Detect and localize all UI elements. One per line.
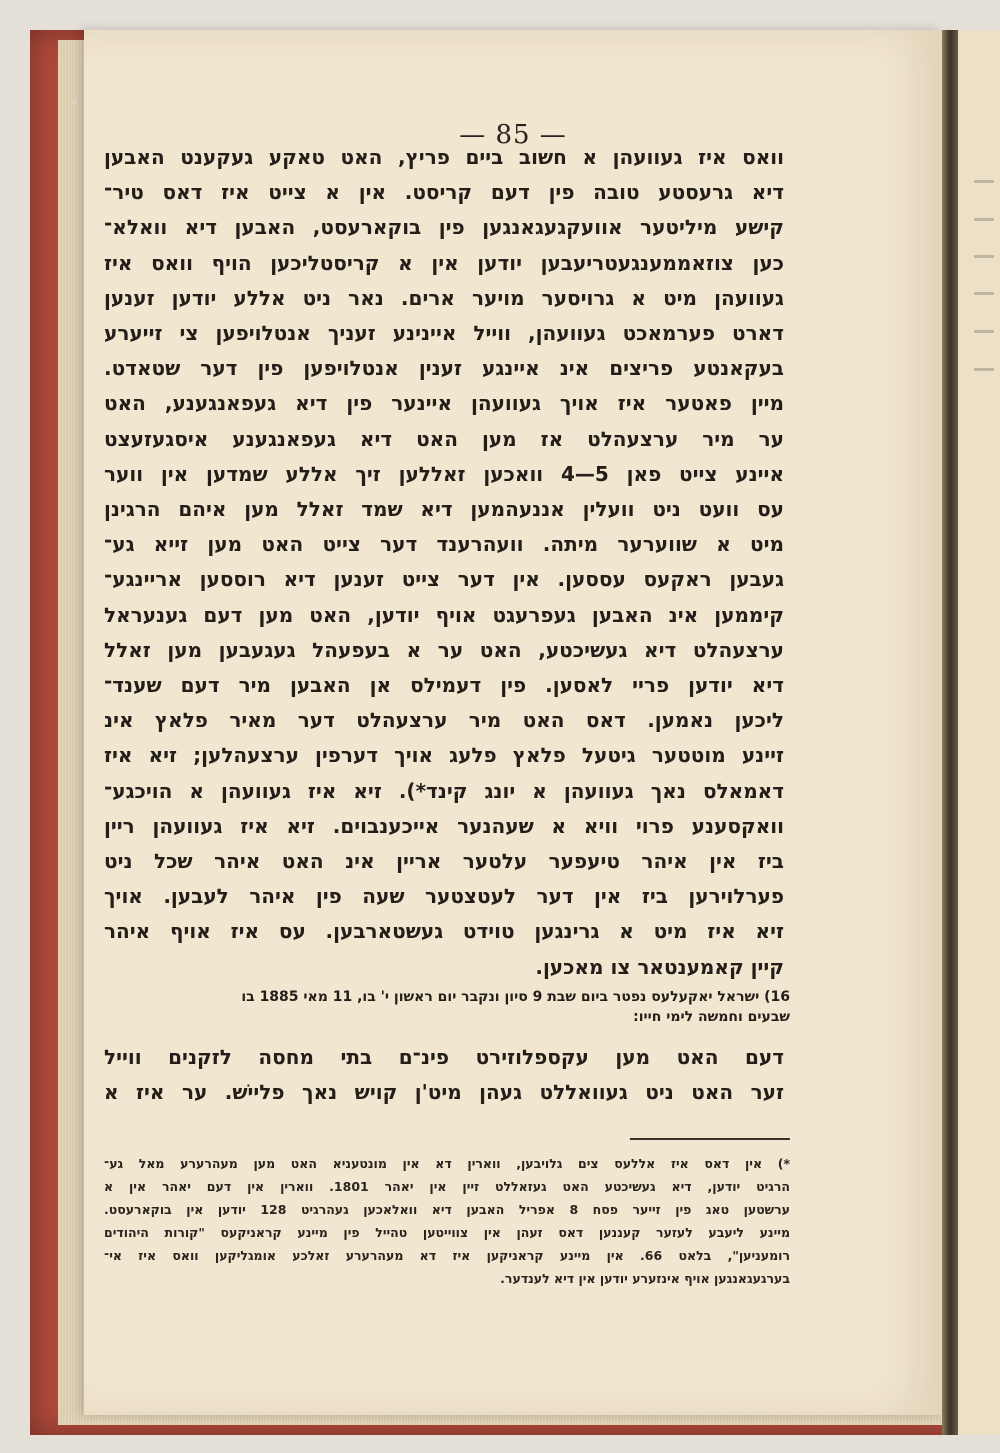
footnote-line: מיינע ליעבע לעזער קעננען דאס זעהן אין צווייטען טהייל פין מיינע קראניקעס "קורות היהודים (104, 1225, 790, 1240)
text-line: זיינע מוטטער גיטעל פלאץ פלעג אויך דערפין ערצעהלען; זיא איז (104, 743, 784, 768)
footnote-line: ערשטען טאג פין זייער פסח 8 אפריל האבען דיא וואלאכען געהרגיט 128 יודען אין בוקארעסט. (104, 1202, 790, 1217)
note-line: שבעים וחמשה לימי חייו: (633, 1009, 790, 1025)
bleed-mark (974, 255, 994, 258)
text-line: ער מיר ערצעהלט אז מען האט דיא געפאנגענע איסגעזעצט (104, 426, 784, 451)
text-line: קיין קאמענטאר צו מאכען. (535, 954, 784, 979)
text-line: מיט א שווערער מיתה. וועהרענד דער צייט האט מען זייא גע־ (104, 532, 784, 557)
text-line: זיא איז מיט א גרינגען טוידט געשטארבען. עס איז אויף איהר (104, 919, 784, 944)
text-line: קיממען אינ האבען געפרעגט אויף יודען, האט מען דעם גענעראל (104, 602, 784, 627)
bleed-mark (974, 330, 994, 333)
facing-page-edge (958, 30, 1000, 1435)
text-line: כען צוזאממענגעטריעבען יודען אין א קריסטליכען הויף וואס איז (104, 250, 784, 275)
bleed-mark (974, 368, 994, 371)
footnote-rule (630, 1138, 790, 1140)
text-line: געוועהן מיט א גרויסער מויער ארים. נאר ניט אללע יודען זענען (104, 285, 784, 310)
text-line: געבען ראקעס עססען. אין דער צייט זענען דיא רוססען אריינגע־ (104, 567, 784, 592)
footnote-line: רומעניען", בלאט 66. אין מיינע קראניקען איז דא מעהרערע זאלכע אומגליקען וואס איז אי־ (104, 1248, 790, 1263)
text-line: דעם האט מען עקספלוזירט פינ־ם בתי מחסה לזקנים ווייל (104, 1045, 784, 1069)
footnote-line: *) אין דאס איז אללעס צים גלויבען, ווארין דא אין מונטעניא האט מען מעהרערע מאל גע־ (104, 1156, 790, 1171)
text-line: דארט פערמאכט געוועהן, ווייל איינינע זעניך אנטלויפען צי זייערע (104, 321, 784, 346)
text-line: וואס איז געוועהן א חשוב ביים פריץ, האט טאקע געקענט האבען (104, 145, 784, 169)
bleed-mark (974, 292, 994, 295)
text-line: ערצעהלט דיא געשיכטע, האט ער א בעפעהל געגעבען מען זאלל (104, 637, 784, 662)
text-line: מיין פאטער איז אויך געוועהן איינער פין דיא געפאנגענע, האט (104, 391, 784, 416)
text-line: קישע מיליטער אוועקגעגאנגען פין בוקארעסט, האבען דיא וואלא־ (104, 215, 784, 240)
bleed-mark (974, 180, 994, 183)
text-line: זער האט ניט געוואללט געהן מיט'ן קויש נאך פליישׁ. ער איז א (104, 1080, 784, 1104)
footnote-line: בערגעגאנגען אויף אינזערע יודען אין דיא לענדער. (500, 1271, 790, 1286)
text-line: איינע צייט פאן 5—4 וואכען זאללען זיך אללע שמדען אין ווער (104, 461, 784, 486)
text-line: בעקאנטע פריצים אינ איינגע זענין אנטלויפען פין דער שטאדט. (104, 356, 784, 381)
footnote (104, 1152, 790, 1290)
text-line: ביז אין איהר טיעפער עלטער אריין אינ האט איהר שכל ניט (104, 849, 784, 874)
text-line: דיא יודען פריי לאסען. פין דעמילס אן האבען מיר דעם שענד־ (104, 673, 784, 698)
text-line: עס וועט ניט וועלין אננעהמען דיא שמד זאלל מען איהם הרגינן (104, 497, 784, 522)
speck (72, 100, 77, 105)
continuation-text (104, 1040, 784, 1110)
book-gutter (942, 30, 958, 1435)
footnote-line: הרגיט יודען, דיא געשיכטע האט געזאללט זיין אין יאהר 1801. ווארין אין דעם יאהר אין א (104, 1179, 790, 1194)
text-line: פערלוירען ביז אין דער לעטצטער שעה פין איהר לעבען. אויך (104, 884, 784, 909)
text-line: ליכען נאמען. דאס האט מיר ערצעהלט דער מאיר פלאץ אינ (104, 708, 784, 733)
text-line: דאמאלס נאך געוועהן א יונג קינד*). זיא איז געוועהן א הויכגע־ (104, 778, 784, 803)
note-line: 16) ישראל יאקעלעס נפטר ביום שבת 9 סיון ונקבר יום ראשון י' בו, 11 מאי 1885 בו (241, 989, 790, 1005)
page-number: — 85 — (459, 120, 567, 150)
bleed-mark (974, 218, 994, 221)
numbered-note (100, 987, 790, 1027)
main-text (104, 140, 784, 985)
text-line: דיא גרעסטע טובה פין דעם קריסט. אין א צייט איז דאס טיר־ (104, 180, 784, 205)
text-line: וואקסענע פרוי וויא א שעהנער אייכענבוים. זיא איז געוועהן ריין (104, 813, 784, 838)
